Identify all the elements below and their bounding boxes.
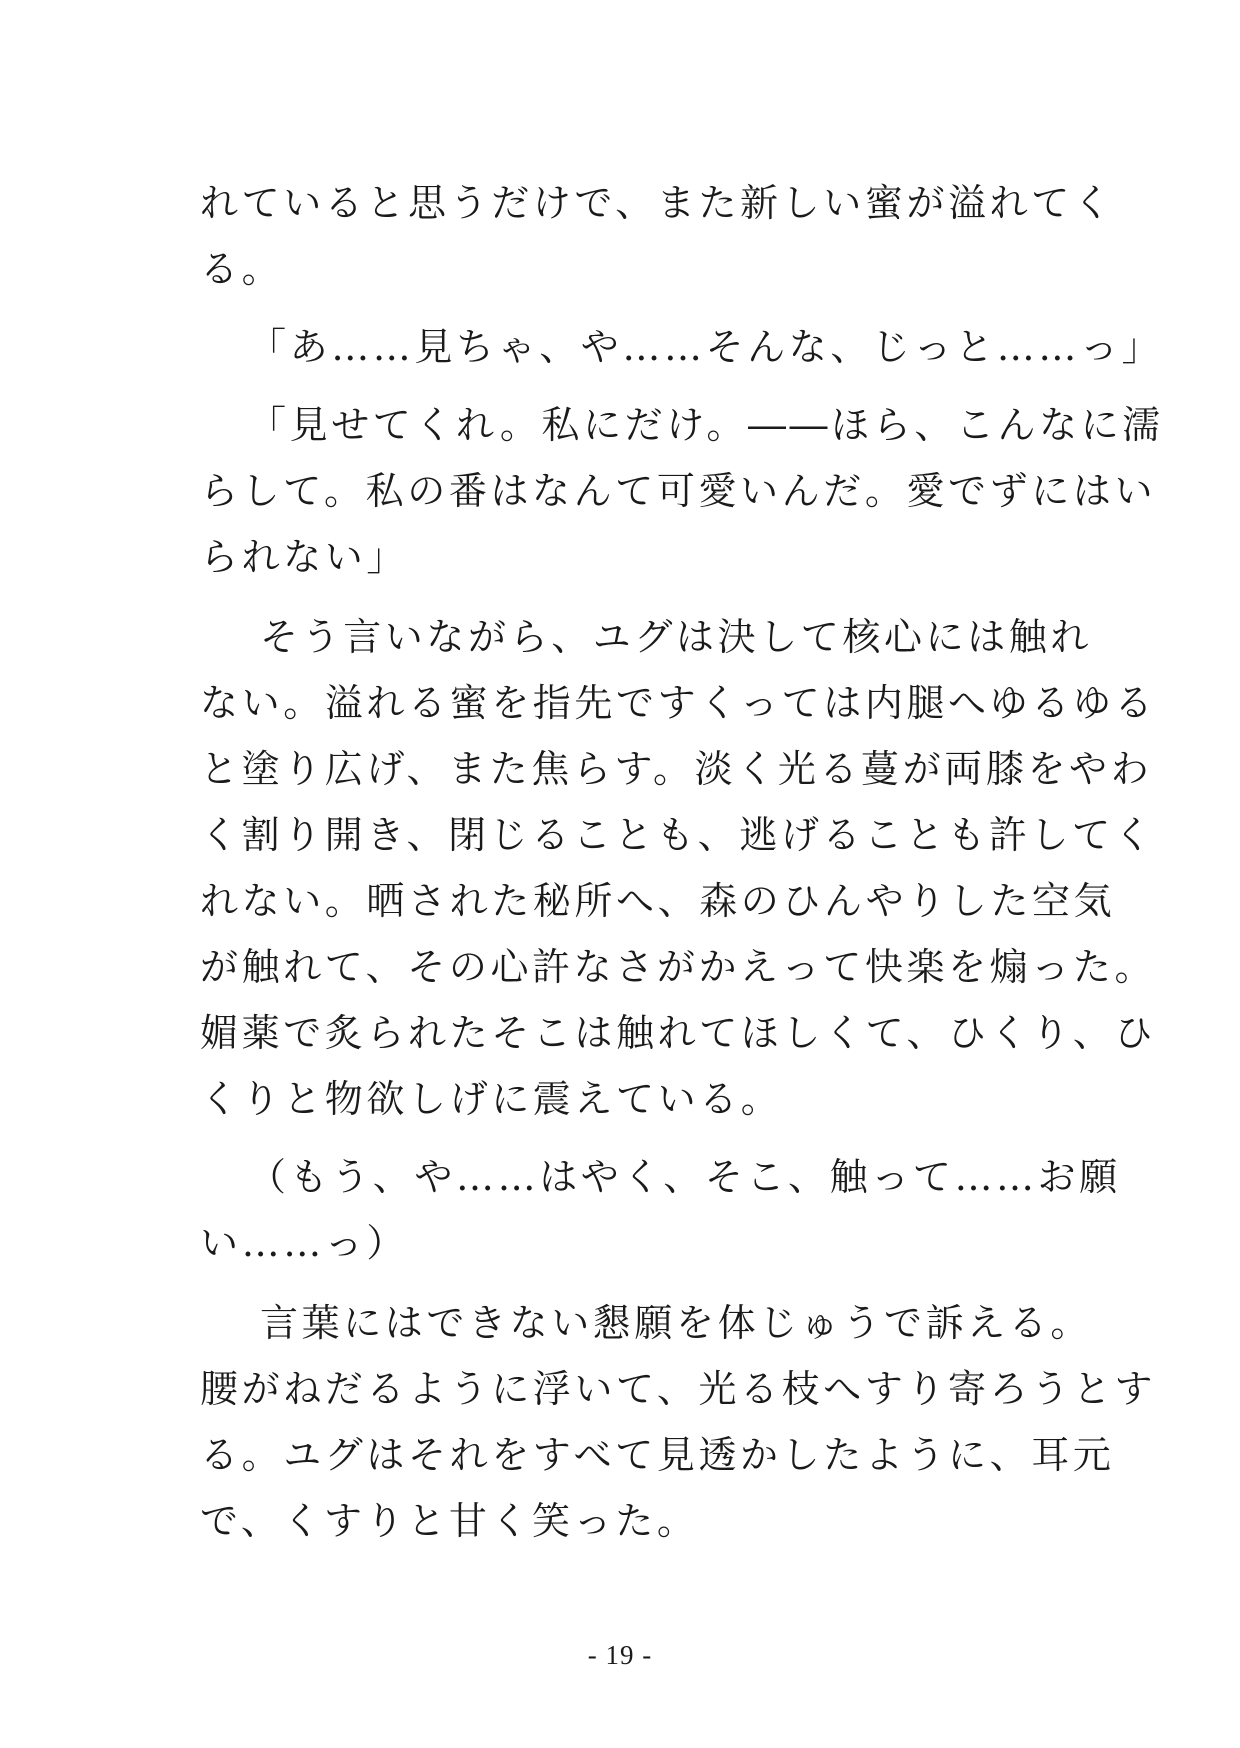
text-line: くりと物欲しげに震えている。 xyxy=(200,1077,783,1121)
text-line: る。 xyxy=(200,247,284,291)
dialogue-line: 「見せてくれ。私にだけ。――ほら、こんなに濡 xyxy=(248,403,1164,447)
text-line: く割り開き、閉じることも、逃げることも許してく xyxy=(200,813,1156,857)
text-line: れていると思うだけで、また新しい蜜が溢れてく xyxy=(200,181,1115,225)
text-line: らして。私の番はなんて可愛いんだ。愛でずにはい xyxy=(200,469,1157,513)
paragraph-gap xyxy=(200,380,1060,392)
text-line: が触れて、その心許なさがかえって快楽を煽った。 xyxy=(200,945,1157,989)
paragraph-gap xyxy=(200,302,1060,314)
text-line: と塗り広げ、また焦らす。淡く光る蔓が両膝をやわ xyxy=(200,747,1153,791)
text-line: 腰がねだるように浮いて、光る枝へすり寄ろうとす xyxy=(200,1367,1157,1411)
text-line: る。ユグはそれをすべて見透かしたように、耳元 xyxy=(200,1433,1115,1477)
page-number: - 19 - xyxy=(587,1640,653,1670)
paragraph-first-line: そう言いながら、ユグは決して核心には触れ xyxy=(260,615,1093,659)
text-line: い……っ） xyxy=(200,1221,409,1265)
paragraph-gap xyxy=(200,1132,1060,1144)
body-text xyxy=(200,170,1164,1554)
paragraph-first-line: 言葉にはできない懇願を体じゅうで訴える。 xyxy=(260,1301,1093,1345)
text-line: れない。晒された秘所へ、森のひんやりした空気 xyxy=(200,879,1116,923)
thought-line: （もう、や……はやく、そこ、触って……お願 xyxy=(248,1155,1121,1199)
text-line: られない」 xyxy=(200,535,409,579)
text-line: 媚薬で炙られたそこは触れてほしくて、ひくり、ひ xyxy=(200,1011,1157,1055)
paragraph-gap xyxy=(200,590,1060,604)
text-line: で、くすりと甘く笑った。 xyxy=(200,1499,699,1543)
paragraph-gap xyxy=(200,1276,1060,1290)
dialogue-line: 「あ……見ちゃ、や……そんな、じっと……っ」 xyxy=(248,325,1164,369)
text-line: ない。溢れる蜜を指先ですくっては内腿へゆるゆる xyxy=(200,681,1157,725)
